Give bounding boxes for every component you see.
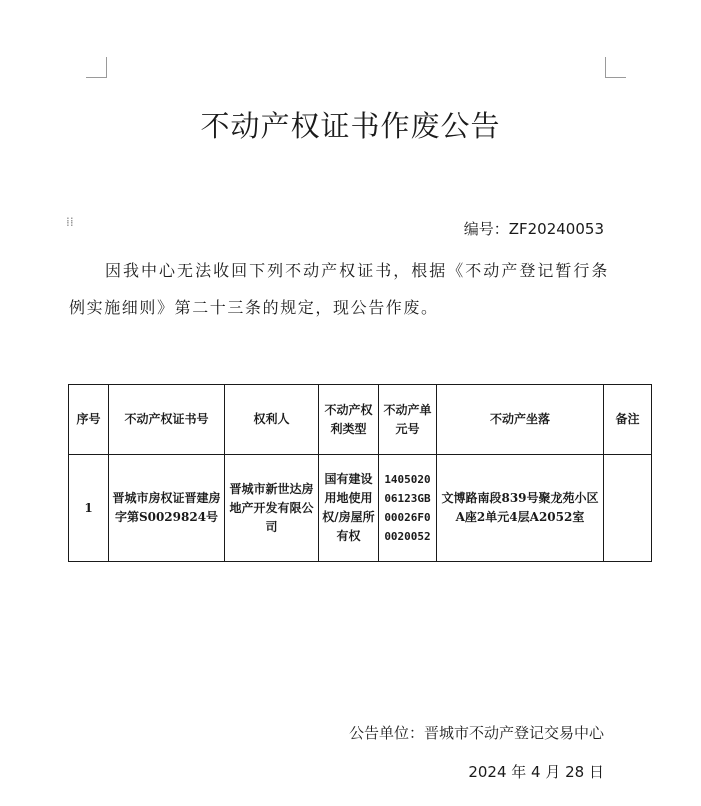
header-remark: 备注	[604, 385, 652, 455]
header-unit-no: 不动产单元号	[379, 385, 437, 455]
cell-location: 文博路南段839号聚龙苑小区A座2单元4层A2052室	[437, 455, 604, 562]
certificate-table	[68, 384, 652, 562]
header-location: 不动产坐落	[437, 385, 604, 455]
table-header-row	[69, 385, 652, 455]
header-holder: 权利人	[225, 385, 319, 455]
cell-remark	[604, 455, 652, 562]
cell-holder: 晋城市新世达房地产开发有限公司	[225, 455, 319, 562]
cell-seq: 1	[69, 455, 109, 562]
notice-body-text: 因我中心无法收回下列不动产权证书，根据《不动产登记暂行条例实施细则》第二十三条的规定，现公告作废。	[69, 261, 609, 317]
drag-handle-icon[interactable]: ⁞⁞	[66, 215, 74, 229]
header-seq: 序号	[69, 385, 109, 455]
cell-unit-no: 140502006123GB00026F00020052	[379, 455, 437, 562]
header-right-type: 不动产权利类型	[319, 385, 379, 455]
issuing-organization: 公告单位：晋城市不动产登记交易中心	[348, 724, 604, 742]
notice-title: 不动产权证书作废公告	[200, 109, 501, 143]
header-cert-no: 不动产权证书号	[109, 385, 225, 455]
page-margin-corner-top-left	[86, 57, 107, 78]
issue-date: 2024 年 4 月 28 日	[468, 763, 604, 781]
table-row	[69, 455, 652, 562]
cell-right-type: 国有建设用地使用权/房屋所有权	[319, 455, 379, 562]
document-number: 编号：ZF20240053	[463, 220, 604, 238]
cell-cert-no: 晋城市房权证晋建房字第S0029824号	[109, 455, 225, 562]
page-margin-corner-top-right	[605, 57, 626, 78]
